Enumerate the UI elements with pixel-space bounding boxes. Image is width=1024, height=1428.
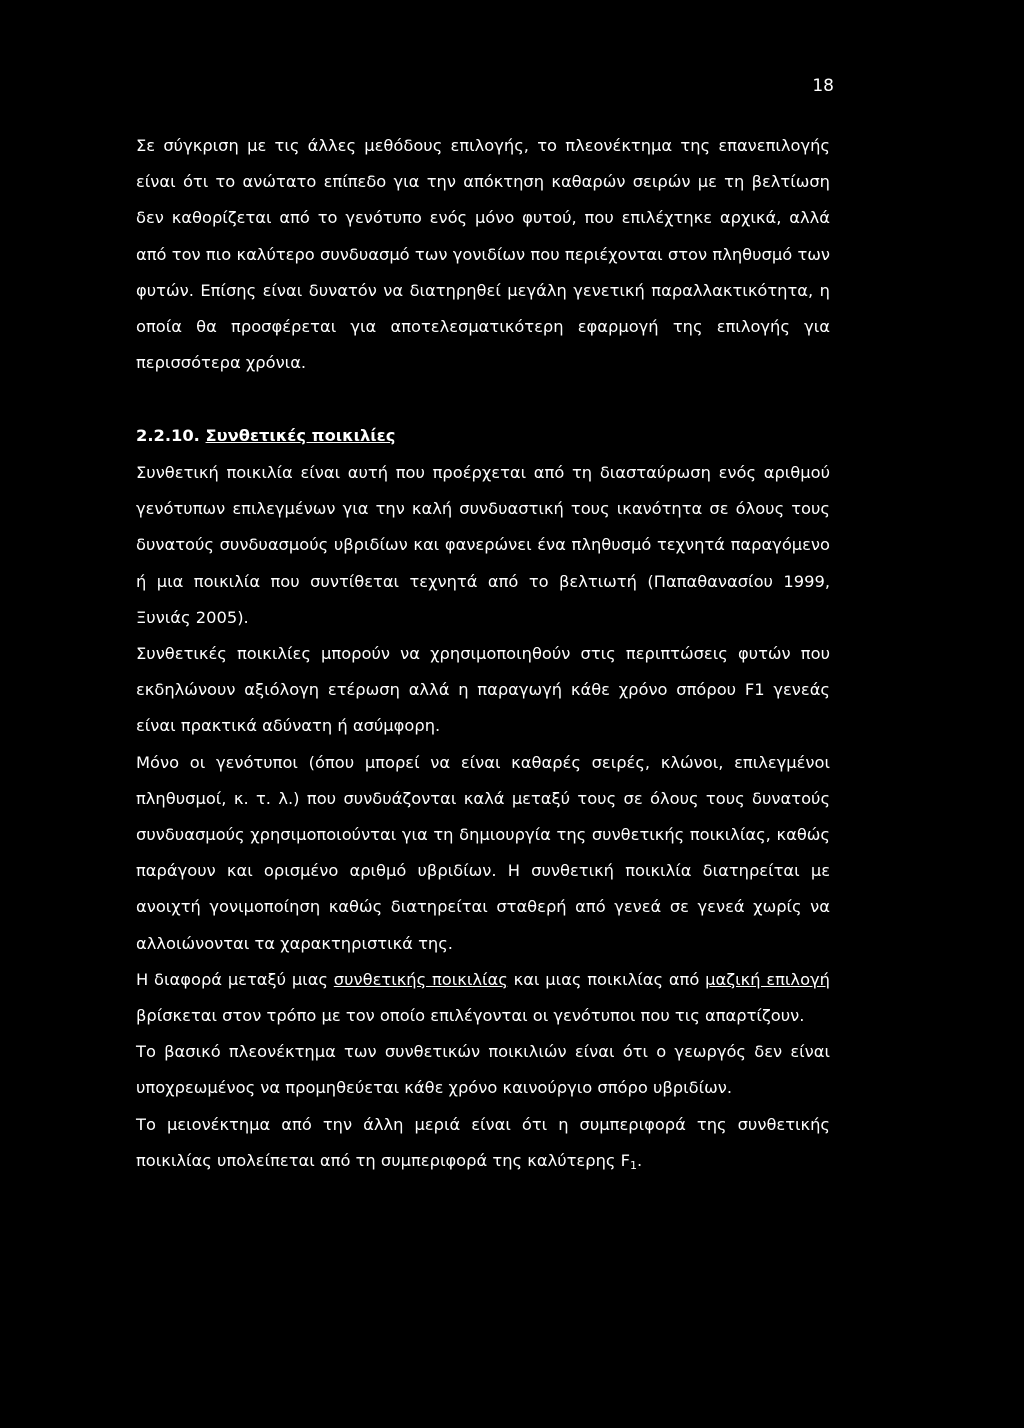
difference-text-end: βρίσκεται στον τρόπο με τον οποίο επιλέγονται οι γενότυποι που τις απαρτίζουν. xyxy=(136,1006,805,1026)
difference-text-start: Η διαφορά μεταξύ μιας xyxy=(136,969,334,989)
page-number: 18 xyxy=(812,76,834,96)
section-body xyxy=(136,455,830,1179)
section-title: Συνθετικές ποικιλίες xyxy=(205,426,396,445)
intro-paragraph: Σε σύγκριση με τις άλλες μεθόδους επιλογής, το πλεονέκτημα της επανεπιλογής είναι ότι το ανώτατο επίπεδο για την απόκτηση καθαρών σειρών με τη βελτίωση δεν καθορίζεται από το γενότυπο ενός μόνο φυτού, που επιλέχτηκε αρχικά, αλλά από τον πιο καλύτερο συνδυασμό των γονιδίων που περιέχονται στον πληθυσμό των φυτών. Επίσης είναι δυνατόν να διατηρηθεί μεγάλη γενετική παραλλακτικότητα, η οποία θα προσφέρεται για αποτελεσματικότερη εφαρμογή της επιλογής για περισσότερα χρόνια. xyxy=(136,136,830,373)
paragraph-genotypes: Μόνο οι γενότυποι (όπου μπορεί να είναι καθαρές σειρές, κλώνοι, επιλεγμένοι πληθυσμοί, κ. τ. λ.) που συνδυάζονται καλά μεταξύ τους σε όλους τους δυνατούς συνδυασμούς χρησιμοποιούνται για τη δημιουργία της συνθετικής ποικιλίας, καθώς παράγουν και ορισμένο αριθμό υβριδίων. Η συνθετική ποικιλία διατηρείται με ανοιχτή γονιμοποίηση καθώς διατηρείται σταθερή από γενεά σε γενεά χωρίς να αλλοιώνονται τα χαρακτηριστικά της. xyxy=(136,752,830,953)
section-number: 2.2.10. xyxy=(136,426,200,445)
synthetic-variety-link[interactable]: συνθετικής ποικιλίας xyxy=(333,969,508,989)
section-heading xyxy=(136,424,395,448)
paragraph-advantage: Το βασικό πλεονέκτημα των συνθετικών ποικιλιών είναι ότι ο γεωργός δεν είναι υποχρεωμένος να προμηθεύεται κάθε χρόνο καινούργιο σπόρο υβριδίων. xyxy=(136,1042,830,1098)
disadvantage-subscript: 1 xyxy=(629,1158,637,1172)
paragraph-definition-text: Συνθετική ποικιλία είναι αυτή που προέρχεται από τη διασταύρωση ενός αριθμού γενότυπων επιλεγμένων για την καλή συνδυαστική τους ικανότητα σε όλους τους δυνατούς συνδυασμούς υβριδίων και φανερώνει ένα πληθυσμό τεχνητά παραγόμενο ή μια ποικιλία που συντίθεται τεχνητά από το βελτιωτή (Παπαθανασίου 1999, Ξυνιάς 2005). xyxy=(136,463,830,627)
paragraph-definition xyxy=(136,455,830,636)
paragraph-difference xyxy=(136,962,830,1034)
difference-text-middle: και μιας ποικιλίας από xyxy=(507,969,706,989)
mass-selection-link[interactable]: μαζική επιλογή xyxy=(705,969,830,989)
disadvantage-end: . xyxy=(636,1150,643,1170)
paragraph-usage: Συνθετικές ποικιλίες μπορούν να χρησιμοποιηθούν στις περιπτώσεις φυτών που εκδηλώνουν αξιόλογη ετέρωση αλλά η παραγωγή κάθε χρόνο σπόρου F1 γενεάς είναι πρακτικά αδύνατη ή ασύμφορη. xyxy=(136,644,830,736)
paragraph-disadvantage xyxy=(136,1107,830,1179)
disadvantage-text: Το μειονέκτημα από την άλλη μεριά είναι ότι η συμπεριφορά της συνθετικής ποικιλίας υπολείπεται από τη συμπεριφορά της καλύτερης F xyxy=(136,1114,830,1170)
